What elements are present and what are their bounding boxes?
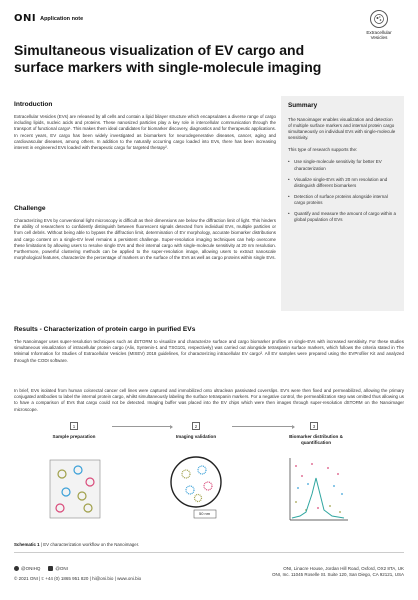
- introduction-text: Extracellular Vesicles (EVs) are released by all cells and contain a lipid bilayer structure which encapsulates a diverse range of cargo including lipids, nucleic acids and proteins. These nanosized particles play a key role in intercellular communication through the transport of functional cargo¹. This makes them ideal candidates for biomarker discovery, diagnostics and for therapeutic applications. In recent years, EV cargo has been widely investigated as biomarkers for neurodegenerative diseases, cancer, aging and cardiovascular diseases, among others. In addition to the naturally occurring cargo loaded into EVs, there has been increasing interest in engineered EVs loaded with therapeutic cargo for targeted therapy².: [14, 114, 276, 151]
- step-3-label: Biomarker distribution & quantification: [289, 434, 343, 445]
- caption-label: Schematic 1: [14, 542, 40, 547]
- summary-intro: The Nanoimager enables visualization and detection of multiple surface markers and internal protein cargo simultaneously on individual EVs with single-molecule sensitivity.: [288, 117, 396, 141]
- workflow-arrow-2: [232, 426, 294, 427]
- challenge-text: Characterizing EVs by conventional light microscopy is difficult as their dimensions are below the diffraction limit of light. This hinders the ability of researchers to confidently distinguish between fluorescent signals detected from individual EVs, multiple particles or from cell debris. Without being able to bypass the diffraction limit, determination of EV morphology, accurate biomarker distributions and cargo content on a single-EV level remains a persistent challenge. Super-resolution imaging techniques can help overcome these limitations by allowing users to resolve single EVs and their internal cargo with single-molecule sensitivity at 20 nm resolution. Furthermore, powerful clustering methods can be applied to the super-resolution image, allowing users to extract nanoscale morphological features, characterize the percentage of markers on the surface of the EVs as well as cargo proteins within single EVs.: [14, 218, 276, 261]
- topic-badge: [358, 10, 400, 41]
- social-links: [14, 566, 68, 571]
- step-1-label: Sample preparation: [52, 434, 96, 439]
- distribution-plot-illustration: [282, 454, 352, 526]
- workflow-arrow-1: [112, 426, 172, 427]
- brand: [14, 13, 83, 24]
- address-uk: ONI, Linacre House, Jordan Hill Road, Oxford, OX2 8TA, UK: [283, 566, 404, 571]
- linkedin-icon: [48, 566, 53, 571]
- page-title: Simultaneous visualization of EV cargo and surface markers with single-molecule imaging: [14, 42, 322, 75]
- summary-bullet: • Detection of surface proteins alongside internal cargo proteins: [288, 194, 397, 206]
- scale-bar-label: 50 nm: [199, 511, 211, 516]
- caption-text: | EV characterization workflow on the Nanoimager.: [39, 542, 140, 547]
- document-type-label: Application note: [40, 15, 84, 22]
- summary-lead: This type of research supports the:: [288, 147, 358, 153]
- step-2-number: 2: [192, 422, 200, 430]
- imaging-validation-illustration: [168, 454, 228, 529]
- challenge-heading: Challenge: [14, 205, 46, 212]
- linkedin-link[interactable]: [48, 566, 68, 571]
- summary-box: [281, 96, 404, 311]
- summary-bullet: • Quantify and measure the amount of cargo within a global population of EVs: [288, 211, 397, 223]
- contact-line: © 2021 ONI | t: +44 (0) 1865 951 820 | hi@oni.bio | www.oni.bio: [14, 576, 142, 581]
- step-3-number: 3: [310, 422, 318, 430]
- step-2-label: Imaging validation: [175, 434, 217, 439]
- schematic-caption: [14, 542, 139, 547]
- badge-line-2: Vesicles: [370, 35, 388, 41]
- step-1-number: 1: [70, 422, 78, 430]
- workflow-schematic: [40, 422, 380, 532]
- results-heading: Results - Characterization of protein cargo in purified EVs: [14, 326, 196, 333]
- twitter-link[interactable]: [14, 566, 40, 571]
- results-paragraph-1: The Nanoimager uses super-resolution techniques such as dSTORM to visualize and characterize surface and cargo biomarker profiles on single-EVs with increased sensitivity. For these studies simultaneous visualization of intracellular protein cargo (Alix, Syntenin-1 and TSG101, respectively) was carried out alongside tetraspanin surface markers, which follows the criteria stated in The Minimal Information for Studies of Extracellular Vesicles (MISEV) 2018 guidelines, for characterizing intracellular EV cargo³. All EV samples were prepared using the EVProfiler Kit and analyzed through the CODI software.: [14, 339, 404, 363]
- oni-logo: ONI: [14, 13, 37, 24]
- results-paragraph-2: In brief, EVs isolated from human colorectal cancer cell lines were captured and immobilized onto ultraclean passivated coverslips. EV's were then fixed and permeabilized, allowing the primary conjugated antibodies to label the internal protein cargo, whilst simultaneously labeling the surface tetraspanin markers. For a negative control, the permeabilization step was omitted thus allowing us to have a comparison of EVs that cargo could not be detected. Imaging buffer was placed into the EV chips which were then images through super-resolution dSTORM on the Nanoimager microscope.: [14, 388, 404, 412]
- summary-list: [288, 159, 397, 223]
- badge-line-1: Extracellular: [366, 30, 392, 35]
- summary-bullet: • Visualize single-EVs with 20 nm resolution and distinguish different biomarkers: [288, 177, 397, 189]
- vesicle-icon: [370, 10, 388, 28]
- twitter-handle: @ONIHQ: [21, 566, 41, 571]
- caption-divider: [14, 552, 404, 553]
- summary-heading: Summary: [288, 102, 318, 109]
- linkedin-handle: @ONI: [55, 566, 68, 571]
- summary-bullet: • Use single-molecule sensitivity for better EV characterization: [288, 159, 397, 171]
- sample-chip-illustration: [44, 454, 106, 524]
- introduction-heading: Introduction: [14, 101, 53, 108]
- twitter-icon: [14, 566, 19, 571]
- address-block: [272, 566, 404, 579]
- address-us: ONI, Inc. 11045 Roselle St. Suite 120, San Diego, CA 92121, USA: [272, 572, 404, 578]
